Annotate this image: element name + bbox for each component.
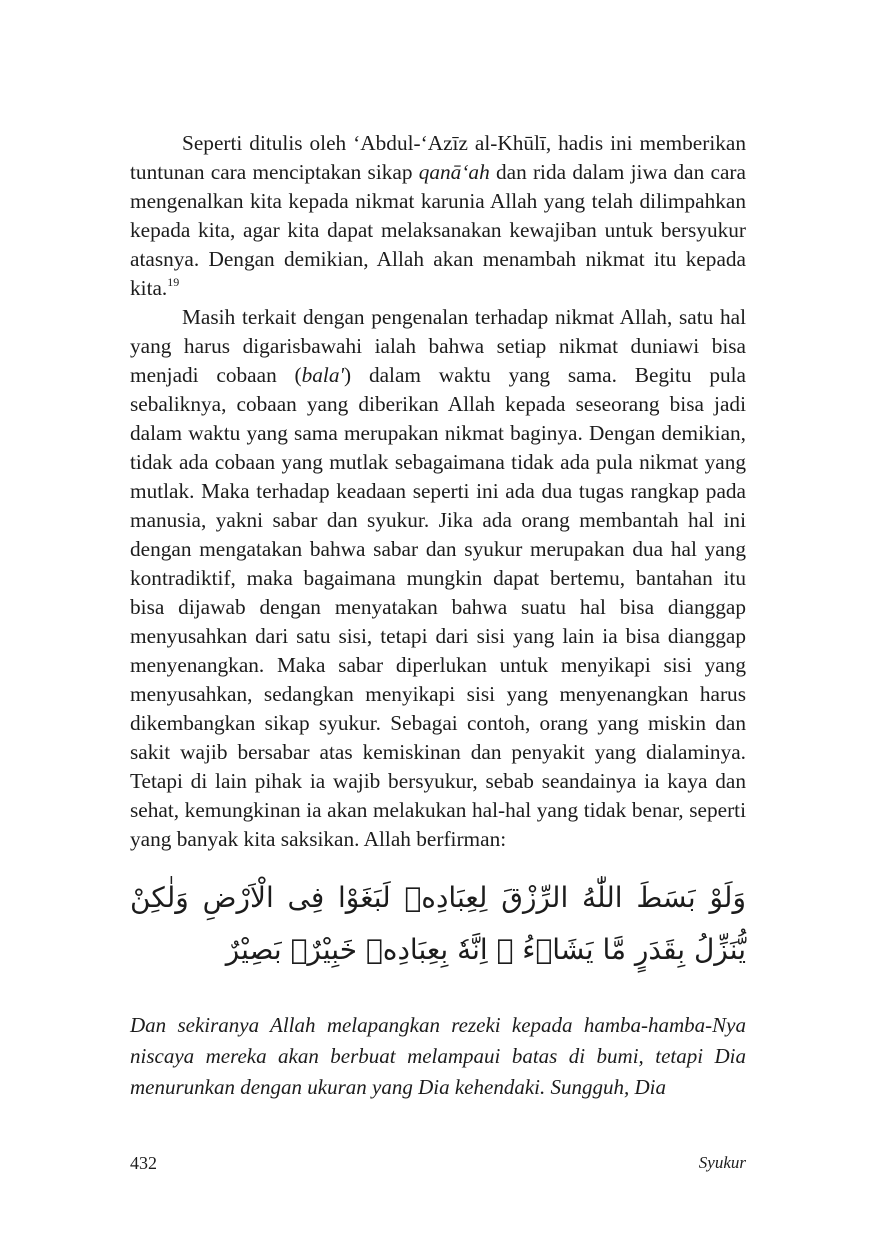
verse-translation: Dan sekiranya Allah melapangkan rezeki kepada hamba-hamba-Nya niscaya mereka akan berbuat melampaui batas di bumi, tetapi Dia menurunkan dengan ukuran yang Dia kehendaki. Sungguh, Dia — [130, 1013, 746, 1099]
paragraph-1 — [130, 129, 746, 303]
page-footer — [130, 1153, 746, 1174]
paragraph-2 — [130, 303, 746, 854]
paragraph-1-text-b: dan rida dalam jiwa dan cara mengenalkan kita kepada nikmat karunia Allah yang telah dilimpahkan kepada kita, agar kita dapat melaksanakan kewajiban untuk bersyukur atasnya. Dengan demikian, Allah akan menambah nikmat itu kepada kita. — [130, 160, 746, 300]
paragraph-1-text-a: Seperti ditulis oleh ‘Abdul-‘Azīz al-Khūlī, hadis ini memberikan tuntunan cara menciptakan sikap — [130, 131, 746, 184]
running-title: Syukur — [698, 1153, 746, 1172]
quran-verse-arabic: وَلَوْ بَسَطَ اللّٰهُ الرِّزْقَ لِعِبَادِهٖ لَبَغَوْا فِى الْاَرْضِ وَلٰكِنْ يُّنَزِّلُ بِقَدَرٍ مَّا يَشَاۤءُ ۗ اِنَّهٗ بِعِبَادِهٖ خَبِيْرٌۢ بَصِيْرٌ — [130, 881, 746, 966]
paragraph-2-text-a: Masih terkait dengan pengenalan terhadap nikmat Allah, satu hal yang harus digarisbawahi ialah bahwa setiap nikmat duniawi bisa menjadi cobaan ( — [130, 305, 746, 387]
paragraph-2-text-b: ) dalam waktu yang sama. Begitu pula sebaliknya, cobaan yang diberikan Allah kepada seseorang bisa jadi dalam waktu yang sama merupakan nikmat baginya. Dengan demikian, tidak ada cobaan yang mutlak sebagaimana tidak ada pula nikmat yang mutlak. Maka terhadap keadaan seperti ini ada dua tugas rangkap pada manusia, yakni sabar dan syukur. Jika ada orang membantah hal ini dengan mengatakan bahwa sabar dan syukur merupakan dua hal yang kontradiktif, maka bagaimana mungkin dapat bertemu, bantahan itu bisa dijawab dengan menyatakan bahwa suatu hal bisa dianggap menyusahkan dari satu sisi, tetapi dari sisi yang lain ia bisa dianggap menyenangkan. Maka sabar diperlukan untuk menyikapi sisi yang menyusahkan, sedangkan menyikapi sisi yang menyenangkan harus dikembangkan sikap syukur. Sebagai contoh, orang yang miskin dan sakit wajib bersabar atas kemiskinan dan penyakit yang dialaminya. Tetapi di lain pihak ia wajib bersyukur, sebab seandainya ia kaya dan sehat, kemungkinan ia akan melakukan hal-hal yang tidak benar, seperti yang banyak kita saksikan. Allah berfirman: — [130, 363, 746, 851]
page-body — [130, 129, 746, 1103]
page-number: 432 — [130, 1153, 157, 1173]
term-bala: bala' — [301, 363, 345, 387]
footnote-marker[interactable]: 19 — [167, 275, 180, 289]
term-qanaah: qanā‘ah — [418, 160, 490, 184]
